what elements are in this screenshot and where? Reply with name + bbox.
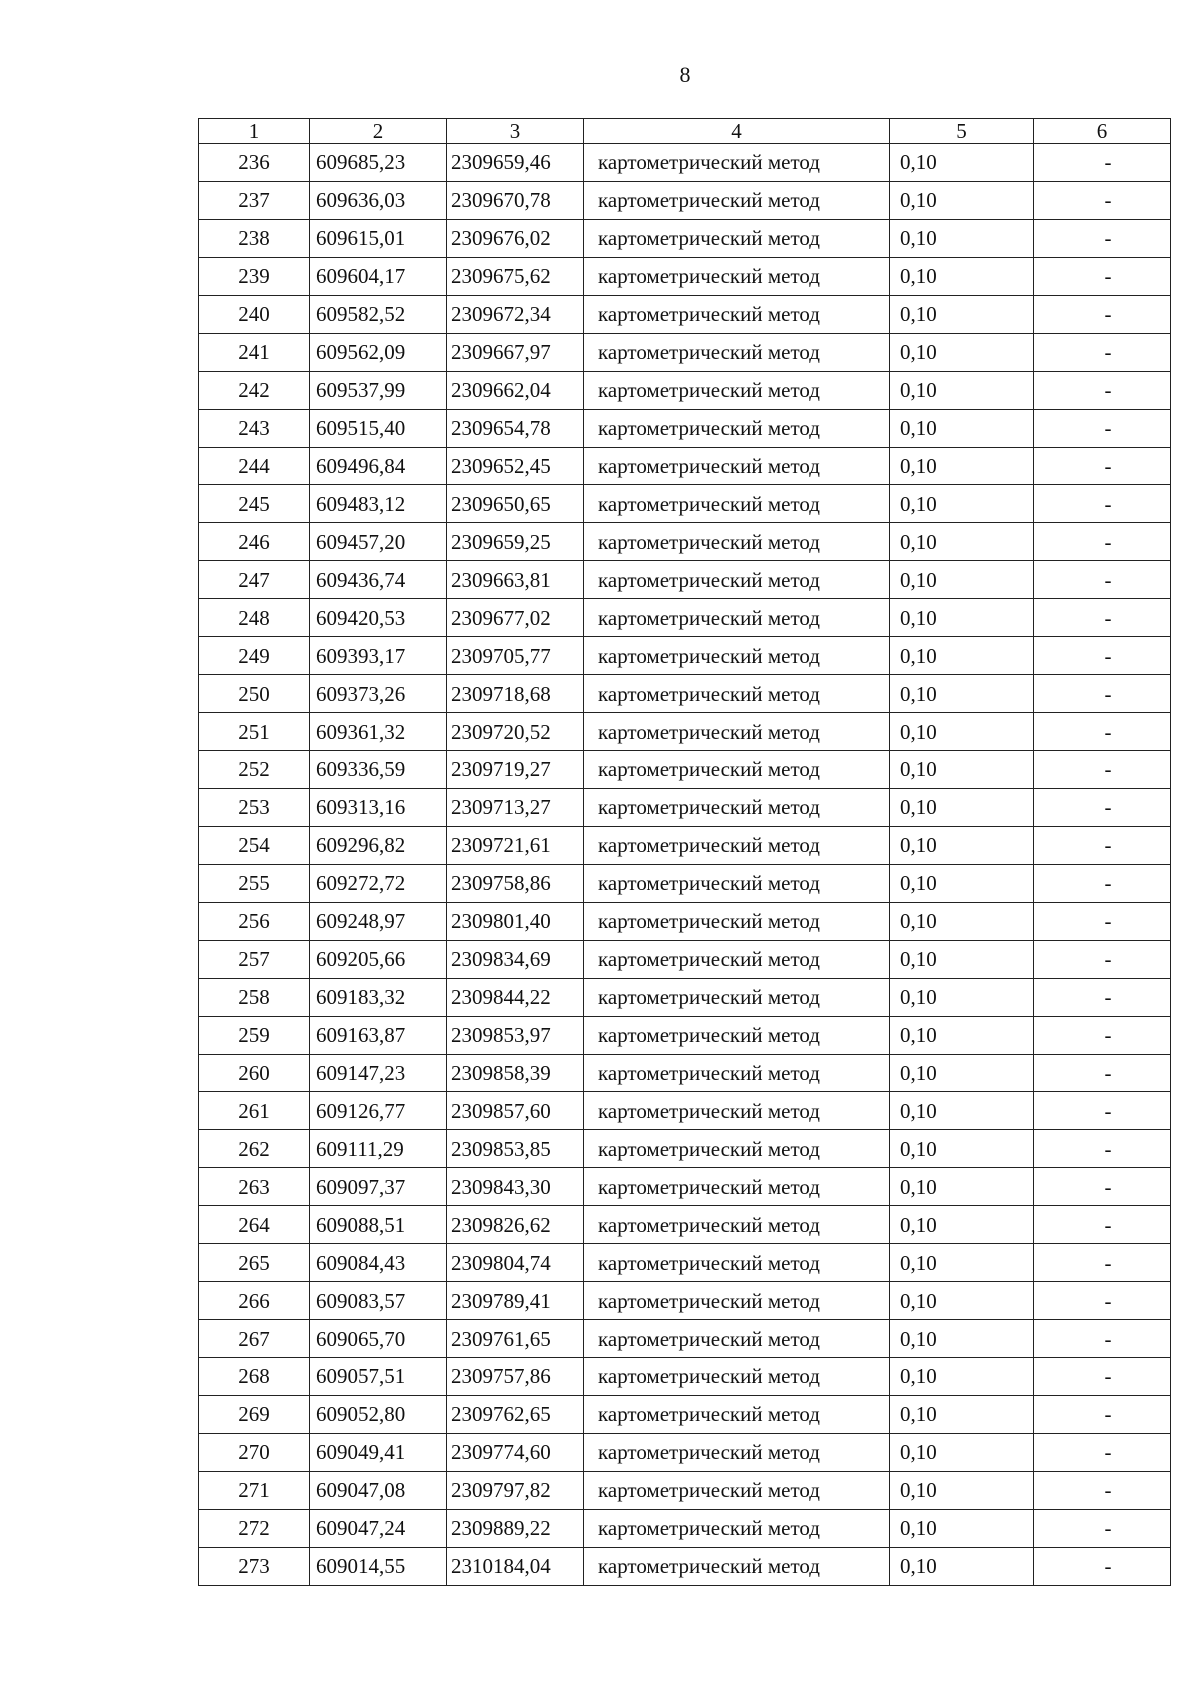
table-row: [199, 1509, 1171, 1547]
y-coordinate-cell: 2309804,74: [447, 1244, 584, 1282]
table-row: [199, 1395, 1171, 1433]
point-number-cell: 272: [199, 1509, 310, 1547]
accuracy-cell: 0,10: [890, 561, 1034, 599]
x-coordinate-cell: 609083,57: [310, 1282, 447, 1320]
x-coordinate-cell: 609393,17: [310, 637, 447, 675]
note-cell: -: [1034, 333, 1171, 371]
accuracy-cell: 0,10: [890, 751, 1034, 789]
y-coordinate-cell: 2309713,27: [447, 788, 584, 826]
table-row: [199, 1168, 1171, 1206]
table-row: [199, 826, 1171, 864]
point-number-cell: 264: [199, 1206, 310, 1244]
note-cell: -: [1034, 637, 1171, 675]
table-row: [199, 1244, 1171, 1282]
y-coordinate-cell: 2309677,02: [447, 599, 584, 637]
x-coordinate-cell: 609296,82: [310, 826, 447, 864]
method-cell: картометрический метод: [584, 181, 890, 219]
x-coordinate-cell: 609052,80: [310, 1395, 447, 1433]
x-coordinate-cell: 609126,77: [310, 1092, 447, 1130]
accuracy-cell: 0,10: [890, 181, 1034, 219]
point-number-cell: 257: [199, 940, 310, 978]
x-coordinate-cell: 609097,37: [310, 1168, 447, 1206]
accuracy-cell: 0,10: [890, 1054, 1034, 1092]
y-coordinate-cell: 2309757,86: [447, 1358, 584, 1396]
note-cell: -: [1034, 1244, 1171, 1282]
method-cell: картометрический метод: [584, 1509, 890, 1547]
table-row: [199, 523, 1171, 561]
table-row: [199, 1547, 1171, 1585]
note-cell: -: [1034, 561, 1171, 599]
x-coordinate-cell: 609047,08: [310, 1471, 447, 1509]
accuracy-cell: 0,10: [890, 1509, 1034, 1547]
note-cell: -: [1034, 940, 1171, 978]
method-cell: картометрический метод: [584, 1168, 890, 1206]
point-number-cell: 244: [199, 447, 310, 485]
point-number-cell: 258: [199, 978, 310, 1016]
accuracy-cell: 0,10: [890, 826, 1034, 864]
note-cell: -: [1034, 447, 1171, 485]
x-coordinate-cell: 609615,01: [310, 219, 447, 257]
x-coordinate-cell: 609014,55: [310, 1547, 447, 1585]
accuracy-cell: 0,10: [890, 902, 1034, 940]
note-cell: -: [1034, 144, 1171, 182]
method-cell: картометрический метод: [584, 295, 890, 333]
method-cell: картометрический метод: [584, 978, 890, 1016]
x-coordinate-cell: 609604,17: [310, 257, 447, 295]
note-cell: -: [1034, 826, 1171, 864]
x-coordinate-cell: 609049,41: [310, 1433, 447, 1471]
note-cell: -: [1034, 1282, 1171, 1320]
y-coordinate-cell: 2309858,39: [447, 1054, 584, 1092]
point-number-cell: 247: [199, 561, 310, 599]
column-header-2: 2: [310, 119, 447, 144]
x-coordinate-cell: 609313,16: [310, 788, 447, 826]
note-cell: -: [1034, 1395, 1171, 1433]
point-number-cell: 270: [199, 1433, 310, 1471]
y-coordinate-cell: 2309659,46: [447, 144, 584, 182]
method-cell: картометрический метод: [584, 637, 890, 675]
x-coordinate-cell: 609088,51: [310, 1206, 447, 1244]
x-coordinate-cell: 609057,51: [310, 1358, 447, 1396]
accuracy-cell: 0,10: [890, 788, 1034, 826]
method-cell: картометрический метод: [584, 751, 890, 789]
accuracy-cell: 0,10: [890, 1282, 1034, 1320]
note-cell: -: [1034, 1320, 1171, 1358]
point-number-cell: 249: [199, 637, 310, 675]
x-coordinate-cell: 609373,26: [310, 675, 447, 713]
table-row: [199, 447, 1171, 485]
note-cell: -: [1034, 978, 1171, 1016]
y-coordinate-cell: 2309721,61: [447, 826, 584, 864]
x-coordinate-cell: 609084,43: [310, 1244, 447, 1282]
method-cell: картометрический метод: [584, 219, 890, 257]
y-coordinate-cell: 2309761,65: [447, 1320, 584, 1358]
accuracy-cell: 0,10: [890, 1168, 1034, 1206]
accuracy-cell: 0,10: [890, 1092, 1034, 1130]
x-coordinate-cell: 609111,29: [310, 1130, 447, 1168]
y-coordinate-cell: 2309654,78: [447, 409, 584, 447]
y-coordinate-cell: 2309853,85: [447, 1130, 584, 1168]
point-number-cell: 271: [199, 1471, 310, 1509]
method-cell: картометрический метод: [584, 1282, 890, 1320]
y-coordinate-cell: 2309844,22: [447, 978, 584, 1016]
y-coordinate-cell: 2309789,41: [447, 1282, 584, 1320]
table-row: [199, 1358, 1171, 1396]
method-cell: картометрический метод: [584, 523, 890, 561]
method-cell: картометрический метод: [584, 257, 890, 295]
point-number-cell: 245: [199, 485, 310, 523]
table-row: [199, 637, 1171, 675]
table-row: [199, 409, 1171, 447]
accuracy-cell: 0,10: [890, 257, 1034, 295]
method-cell: картометрический метод: [584, 1244, 890, 1282]
x-coordinate-cell: 609183,32: [310, 978, 447, 1016]
table-row: [199, 144, 1171, 182]
point-number-cell: 253: [199, 788, 310, 826]
y-coordinate-cell: 2309663,81: [447, 561, 584, 599]
table-row: [199, 713, 1171, 751]
method-cell: картометрический метод: [584, 1016, 890, 1054]
x-coordinate-cell: 609361,32: [310, 713, 447, 751]
note-cell: -: [1034, 1547, 1171, 1585]
method-cell: картометрический метод: [584, 333, 890, 371]
table-row: [199, 1054, 1171, 1092]
y-coordinate-cell: 2309826,62: [447, 1206, 584, 1244]
table-row: [199, 1471, 1171, 1509]
x-coordinate-cell: 609562,09: [310, 333, 447, 371]
accuracy-cell: 0,10: [890, 1244, 1034, 1282]
x-coordinate-cell: 609515,40: [310, 409, 447, 447]
note-cell: -: [1034, 1016, 1171, 1054]
method-cell: картометрический метод: [584, 409, 890, 447]
note-cell: -: [1034, 181, 1171, 219]
y-coordinate-cell: 2309834,69: [447, 940, 584, 978]
point-number-cell: 263: [199, 1168, 310, 1206]
accuracy-cell: 0,10: [890, 940, 1034, 978]
table-row: [199, 1130, 1171, 1168]
note-cell: -: [1034, 751, 1171, 789]
note-cell: -: [1034, 1206, 1171, 1244]
x-coordinate-cell: 609436,74: [310, 561, 447, 599]
table-row: [199, 257, 1171, 295]
accuracy-cell: 0,10: [890, 1130, 1034, 1168]
accuracy-cell: 0,10: [890, 409, 1034, 447]
x-coordinate-cell: 609147,23: [310, 1054, 447, 1092]
x-coordinate-cell: 609537,99: [310, 371, 447, 409]
point-number-cell: 262: [199, 1130, 310, 1168]
accuracy-cell: 0,10: [890, 1547, 1034, 1585]
x-coordinate-cell: 609483,12: [310, 485, 447, 523]
column-header-3: 3: [447, 119, 584, 144]
accuracy-cell: 0,10: [890, 219, 1034, 257]
column-header-1: 1: [199, 119, 310, 144]
y-coordinate-cell: 2309774,60: [447, 1433, 584, 1471]
y-coordinate-cell: 2309705,77: [447, 637, 584, 675]
note-cell: -: [1034, 1471, 1171, 1509]
note-cell: -: [1034, 864, 1171, 902]
x-coordinate-cell: 609685,23: [310, 144, 447, 182]
point-number-cell: 254: [199, 826, 310, 864]
y-coordinate-cell: 2309801,40: [447, 902, 584, 940]
accuracy-cell: 0,10: [890, 978, 1034, 1016]
x-coordinate-cell: 609272,72: [310, 864, 447, 902]
method-cell: картометрический метод: [584, 144, 890, 182]
note-cell: -: [1034, 1433, 1171, 1471]
note-cell: -: [1034, 295, 1171, 333]
y-coordinate-cell: 2309758,86: [447, 864, 584, 902]
table-row: [199, 1206, 1171, 1244]
accuracy-cell: 0,10: [890, 1320, 1034, 1358]
x-coordinate-cell: 609047,24: [310, 1509, 447, 1547]
point-number-cell: 256: [199, 902, 310, 940]
method-cell: картометрический метод: [584, 788, 890, 826]
note-cell: -: [1034, 713, 1171, 751]
table-row: [199, 1320, 1171, 1358]
y-coordinate-cell: 2309853,97: [447, 1016, 584, 1054]
y-coordinate-cell: 2309650,65: [447, 485, 584, 523]
accuracy-cell: 0,10: [890, 1206, 1034, 1244]
y-coordinate-cell: 2309718,68: [447, 675, 584, 713]
accuracy-cell: 0,10: [890, 599, 1034, 637]
point-number-cell: 238: [199, 219, 310, 257]
point-number-cell: 265: [199, 1244, 310, 1282]
x-coordinate-cell: 609636,03: [310, 181, 447, 219]
table-row: [199, 675, 1171, 713]
table-row: [199, 788, 1171, 826]
accuracy-cell: 0,10: [890, 144, 1034, 182]
accuracy-cell: 0,10: [890, 1395, 1034, 1433]
table-row: [199, 219, 1171, 257]
point-number-cell: 252: [199, 751, 310, 789]
method-cell: картометрический метод: [584, 561, 890, 599]
point-number-cell: 242: [199, 371, 310, 409]
accuracy-cell: 0,10: [890, 485, 1034, 523]
table-header-row: [199, 119, 1171, 144]
x-coordinate-cell: 609336,59: [310, 751, 447, 789]
y-coordinate-cell: 2309667,97: [447, 333, 584, 371]
y-coordinate-cell: 2309843,30: [447, 1168, 584, 1206]
method-cell: картометрический метод: [584, 1433, 890, 1471]
table-row: [199, 371, 1171, 409]
table-row: [199, 751, 1171, 789]
page-number: 8: [679, 62, 691, 87]
table-row: [199, 1016, 1171, 1054]
table-row: [199, 295, 1171, 333]
accuracy-cell: 0,10: [890, 1471, 1034, 1509]
column-header-5: 5: [890, 119, 1034, 144]
accuracy-cell: 0,10: [890, 713, 1034, 751]
accuracy-cell: 0,10: [890, 637, 1034, 675]
point-number-cell: 255: [199, 864, 310, 902]
point-number-cell: 248: [199, 599, 310, 637]
table-body: [199, 144, 1171, 1586]
note-cell: -: [1034, 1130, 1171, 1168]
method-cell: картометрический метод: [584, 1092, 890, 1130]
point-number-cell: 267: [199, 1320, 310, 1358]
point-number-cell: 261: [199, 1092, 310, 1130]
y-coordinate-cell: 2310184,04: [447, 1547, 584, 1585]
accuracy-cell: 0,10: [890, 371, 1034, 409]
method-cell: картометрический метод: [584, 447, 890, 485]
accuracy-cell: 0,10: [890, 523, 1034, 561]
method-cell: картометрический метод: [584, 1054, 890, 1092]
point-number-cell: 240: [199, 295, 310, 333]
method-cell: картометрический метод: [584, 713, 890, 751]
y-coordinate-cell: 2309720,52: [447, 713, 584, 751]
method-cell: картометрический метод: [584, 826, 890, 864]
table-row: [199, 333, 1171, 371]
y-coordinate-cell: 2309889,22: [447, 1509, 584, 1547]
point-number-cell: 269: [199, 1395, 310, 1433]
accuracy-cell: 0,10: [890, 1016, 1034, 1054]
y-coordinate-cell: 2309652,45: [447, 447, 584, 485]
point-number-cell: 266: [199, 1282, 310, 1320]
method-cell: картометрический метод: [584, 599, 890, 637]
note-cell: -: [1034, 219, 1171, 257]
accuracy-cell: 0,10: [890, 864, 1034, 902]
y-coordinate-cell: 2309662,04: [447, 371, 584, 409]
y-coordinate-cell: 2309762,65: [447, 1395, 584, 1433]
method-cell: картометрический метод: [584, 902, 890, 940]
y-coordinate-cell: 2309719,27: [447, 751, 584, 789]
table-row: [199, 181, 1171, 219]
x-coordinate-cell: 609205,66: [310, 940, 447, 978]
point-number-cell: 239: [199, 257, 310, 295]
accuracy-cell: 0,10: [890, 1358, 1034, 1396]
x-coordinate-cell: 609248,97: [310, 902, 447, 940]
point-number-cell: 268: [199, 1358, 310, 1396]
coordinates-table: [198, 118, 1171, 1586]
x-coordinate-cell: 609457,20: [310, 523, 447, 561]
table-row: [199, 902, 1171, 940]
x-coordinate-cell: 609163,87: [310, 1016, 447, 1054]
note-cell: -: [1034, 523, 1171, 561]
note-cell: -: [1034, 902, 1171, 940]
method-cell: картометрический метод: [584, 1547, 890, 1585]
point-number-cell: 243: [199, 409, 310, 447]
note-cell: -: [1034, 788, 1171, 826]
note-cell: -: [1034, 1054, 1171, 1092]
method-cell: картометрический метод: [584, 864, 890, 902]
note-cell: -: [1034, 371, 1171, 409]
y-coordinate-cell: 2309797,82: [447, 1471, 584, 1509]
point-number-cell: 246: [199, 523, 310, 561]
y-coordinate-cell: 2309672,34: [447, 295, 584, 333]
method-cell: картометрический метод: [584, 675, 890, 713]
note-cell: -: [1034, 485, 1171, 523]
note-cell: -: [1034, 409, 1171, 447]
table-row: [199, 978, 1171, 1016]
point-number-cell: 251: [199, 713, 310, 751]
y-coordinate-cell: 2309676,02: [447, 219, 584, 257]
note-cell: -: [1034, 1168, 1171, 1206]
note-cell: -: [1034, 1358, 1171, 1396]
x-coordinate-cell: 609420,53: [310, 599, 447, 637]
note-cell: -: [1034, 1509, 1171, 1547]
table-row: [199, 1282, 1171, 1320]
table-row: [199, 599, 1171, 637]
method-cell: картометрический метод: [584, 1320, 890, 1358]
table-row: [199, 561, 1171, 599]
x-coordinate-cell: 609496,84: [310, 447, 447, 485]
accuracy-cell: 0,10: [890, 1433, 1034, 1471]
method-cell: картометрический метод: [584, 1130, 890, 1168]
method-cell: картометрический метод: [584, 940, 890, 978]
y-coordinate-cell: 2309857,60: [447, 1092, 584, 1130]
point-number-cell: 250: [199, 675, 310, 713]
point-number-cell: 259: [199, 1016, 310, 1054]
y-coordinate-cell: 2309670,78: [447, 181, 584, 219]
method-cell: картометрический метод: [584, 1395, 890, 1433]
column-header-4: 4: [584, 119, 890, 144]
point-number-cell: 241: [199, 333, 310, 371]
y-coordinate-cell: 2309675,62: [447, 257, 584, 295]
note-cell: -: [1034, 257, 1171, 295]
x-coordinate-cell: 609582,52: [310, 295, 447, 333]
point-number-cell: 236: [199, 144, 310, 182]
accuracy-cell: 0,10: [890, 333, 1034, 371]
accuracy-cell: 0,10: [890, 295, 1034, 333]
method-cell: картометрический метод: [584, 1471, 890, 1509]
table-row: [199, 940, 1171, 978]
accuracy-cell: 0,10: [890, 675, 1034, 713]
table-row: [199, 1092, 1171, 1130]
method-cell: картометрический метод: [584, 371, 890, 409]
x-coordinate-cell: 609065,70: [310, 1320, 447, 1358]
point-number-cell: 237: [199, 181, 310, 219]
point-number-cell: 260: [199, 1054, 310, 1092]
table-row: [199, 485, 1171, 523]
method-cell: картометрический метод: [584, 485, 890, 523]
note-cell: -: [1034, 1092, 1171, 1130]
note-cell: -: [1034, 599, 1171, 637]
column-header-6: 6: [1034, 119, 1171, 144]
accuracy-cell: 0,10: [890, 447, 1034, 485]
table-row: [199, 1433, 1171, 1471]
method-cell: картометрический метод: [584, 1358, 890, 1396]
y-coordinate-cell: 2309659,25: [447, 523, 584, 561]
note-cell: -: [1034, 675, 1171, 713]
method-cell: картометрический метод: [584, 1206, 890, 1244]
point-number-cell: 273: [199, 1547, 310, 1585]
table-row: [199, 864, 1171, 902]
